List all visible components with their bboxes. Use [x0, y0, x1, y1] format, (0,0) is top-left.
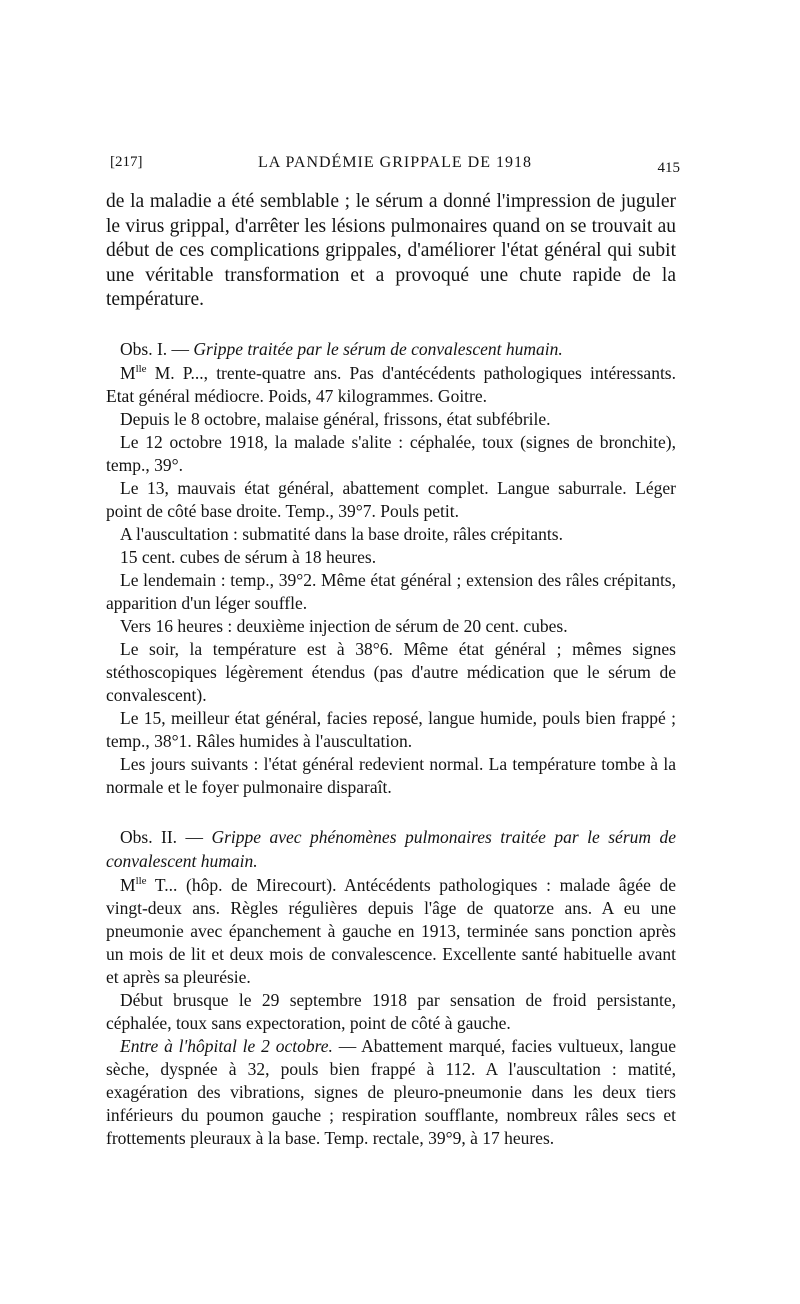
- obs2-paragraph: [106, 874, 676, 989]
- running-header: [110, 154, 680, 180]
- page-reference: [217]: [110, 154, 143, 170]
- obs2-heading: [106, 825, 676, 874]
- page-body: [106, 190, 676, 1150]
- section-spacer: [106, 313, 676, 337]
- obs1-paragraph: Le 13, mauvais état général, abattement complet. Langue saburrale. Léger point de côté base droite. Temp., 39°7. Pouls petit.: [106, 477, 676, 521]
- obs2-patient-prefix: M: [120, 874, 136, 895]
- obs1-paragraph: Depuis le 8 octobre, malaise général, frissons, état subfébrile.: [120, 408, 551, 429]
- obs1-patient-prefix: M: [120, 362, 136, 383]
- obs1-paragraph: Le 12 octobre 1918, la malade s'alite : céphalée, toux (signes de bronchite), temp., 39°.: [106, 431, 676, 475]
- obs1-paragraph: A l'auscultation : submatité dans la base droite, râles crépitants.: [120, 523, 563, 544]
- obs2-paragraph: Début brusque le 29 septembre 1918 par sensation de froid persistante, céphalée, toux sans expectoration, point de côté à gauche.: [106, 989, 676, 1033]
- obs2-patient-sup: lle: [135, 874, 147, 887]
- obs1-heading: [106, 337, 676, 362]
- obs1-paragraph: 15 cent. cubes de sérum à 18 heures.: [120, 546, 377, 567]
- obs1-paragraph: Vers 16 heures : deuxième injection de sérum de 20 cent. cubes.: [120, 615, 568, 636]
- obs2-admission-date: Entre à l'hôpital le 2 octobre.: [120, 1035, 333, 1056]
- obs2-title: Grippe avec phénomènes pulmonaires traitée par le sérum de convalescent humain.: [106, 826, 676, 872]
- obs1-paragraph: Les jours suivants : l'état général redevient normal. La température tombe à la normale et le foyer pulmonaire disparaît.: [106, 753, 676, 797]
- obs1-title: Grippe traitée par le sérum de convalescent humain.: [193, 338, 563, 359]
- obs2-paragraph: [106, 1035, 676, 1150]
- obs1-paragraph: Le soir, la température est à 38°6. Même état général ; mêmes signes stéthoscopiques légèrement étendus (pas d'autre médication que le sérum de convalescent).: [106, 638, 676, 705]
- running-title: LA PANDÉMIE GRIPPALE DE 1918: [258, 154, 532, 171]
- obs1-patient-sup: lle: [135, 362, 147, 375]
- obs2-label: Obs. II. —: [120, 826, 212, 847]
- obs1-label: Obs. I. —: [120, 338, 194, 359]
- section-spacer: [106, 799, 676, 825]
- obs1-paragraph: Le lendemain : temp., 39°2. Même état général ; extension des râles crépitants, apparition d'un léger souffle.: [106, 569, 676, 613]
- obs2-patient-text: T... (hôp. de Mirecourt). Antécédents pathologiques : malade âgée de vingt-deux ans. Règles régulières depuis l'âge de quatorze ans. A eu une pneumonie avec épanchement à gauche en 1913, terminée sans ponction après un mois de lit et deux mois de convalescence. Excellente santé habituelle avant et après sa pleurésie.: [106, 874, 676, 987]
- obs1-patient-text: M. P..., trente-quatre ans. Pas d'antécédents pathologiques intéressants. Etat général médiocre. Poids, 47 kilogrammes. Goitre.: [106, 362, 676, 406]
- obs1-paragraph: Le 15, meilleur état général, facies reposé, langue humide, pouls bien frappé ; temp., 38°1. Râles humides à l'auscultation.: [106, 707, 676, 751]
- obs2-admission-text: — Abattement marqué, facies vultueux, langue sèche, dyspnée à 32, pouls bien frappé à 112. A l'auscultation : matité, exagération des vibrations, signes de pleuro-pneumonie dans les deux tiers inférieurs du poumon gauche ; respiration soufflante, nombreux râles secs et frottements pleuraux à la base. Temp. rectale, 39°9, à 17 heures.: [106, 1035, 676, 1148]
- obs1-paragraph: [106, 362, 676, 408]
- page-number: 415: [657, 160, 680, 176]
- intro-paragraph: de la maladie a été semblable ; le sérum a donné l'impression de juguler le virus grippal, d'arrêter les lésions pulmonaires quand on se trouvait au début de ces complications grippales, d'améliorer l'état général qui subit une véritable transformation et a provoqué une chute rapide de la température.: [106, 191, 676, 311]
